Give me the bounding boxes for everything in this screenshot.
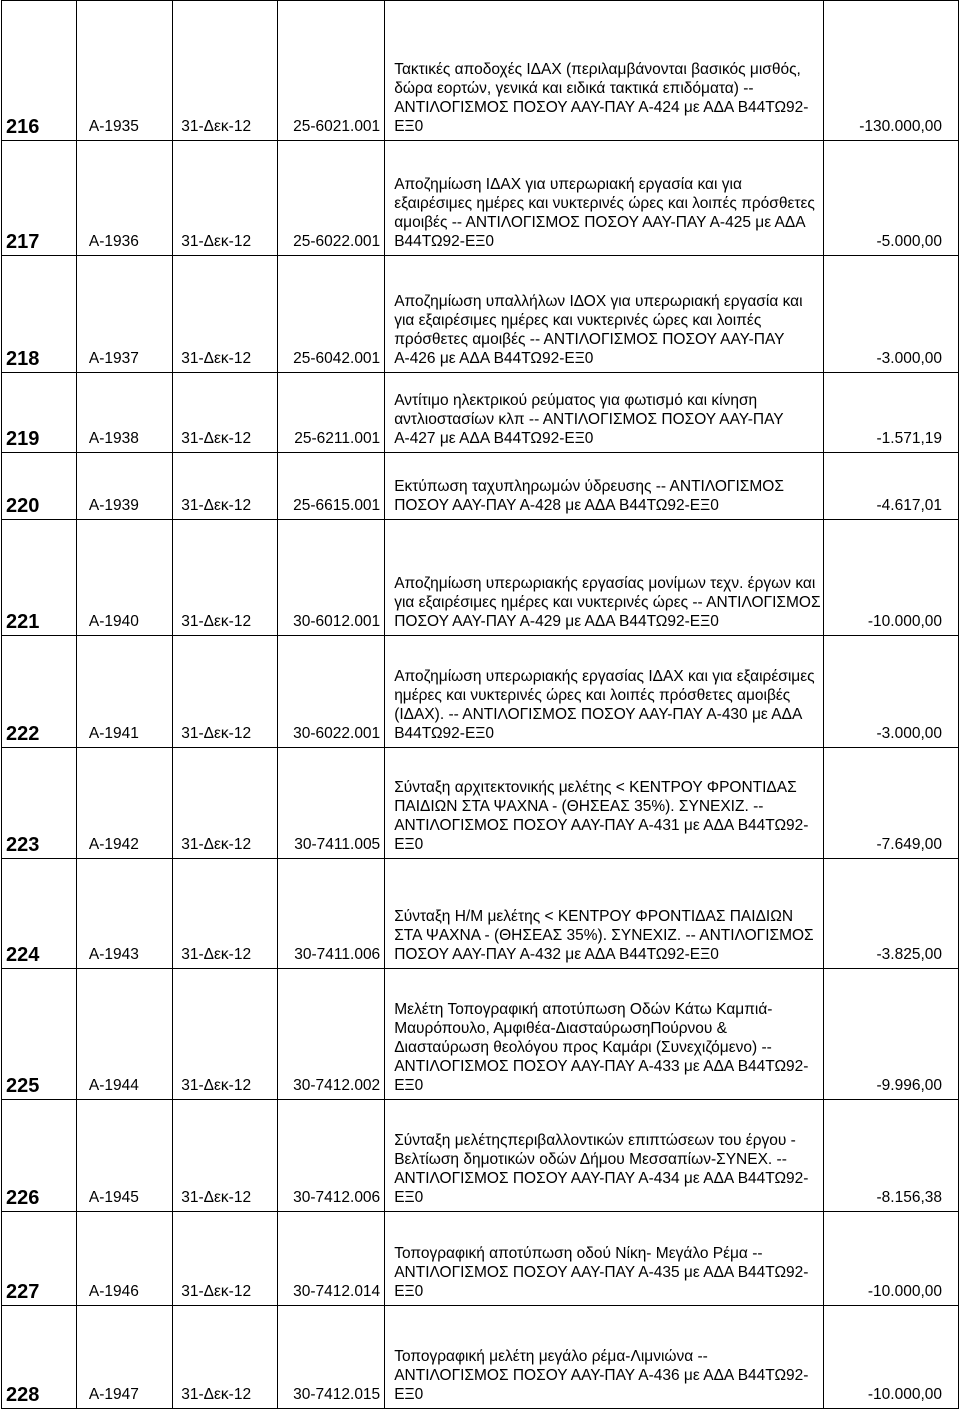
voucher-number: Α-1944 [76, 969, 172, 1100]
entry-date: 31-Δεκ-12 [173, 969, 278, 1100]
table-row [2, 141, 959, 256]
entry-date: 31-Δεκ-12 [173, 453, 278, 520]
entry-description: Τοπογραφική μελέτη μεγάλο ρέμα-Λιμνιώνα -- ΑΝΤΙΛΟΓΙΣΜΟΣ ΠΟΣΟΥ ΑΑΥ-ΠΑΥ Α-436 με ΑΔΑ Β44ΤΩ92-ΕΞ0 [385, 1306, 824, 1409]
entry-description: Εκτύπωση ταχυπληρωμών ύδρευσης -- ΑΝΤΙΛΟΓΙΣΜΟΣ ΠΟΣΟΥ ΑΑΥ-ΠΑΥ Α-428 με ΑΔΑ Β44ΤΩ92-ΕΞ0 [385, 453, 824, 520]
account-code: 25-6211.001 [278, 373, 385, 453]
entry-date: 31-Δεκ-12 [173, 748, 278, 859]
entry-date: 31-Δεκ-12 [173, 1100, 278, 1212]
entry-description: Αποζημίωση υπερωριακής εργασίας ΙΔΑΧ και για εξαιρέσιμες ημέρες και νυκτερινές ώρες και λοιπές πρόσθετες αμοιβές (ΙΔΑΧ). -- ΑΝΤΙΛΟΓΙΣΜΟΣ ΠΟΣΟΥ ΑΑΥ-ΠΑΥ Α-430 με ΑΔΑ Β44ΤΩ92-ΕΞ0 [385, 636, 824, 748]
entry-description: Αντίτιμο ηλεκτρικού ρεύματος για φωτισμό και κίνηση αντλιοστασίων κλπ -- ΑΝΤΙΛΟΓΙΣΜΟΣ ΠΟΣΟΥ ΑΑΥ-ΠΑΥ Α-427 με ΑΔΑ Β44ΤΩ92-ΕΞ0 [385, 373, 824, 453]
entry-amount: -4.617,01 [824, 453, 959, 520]
account-code: 30-7412.014 [278, 1212, 385, 1306]
table-row [2, 1, 959, 141]
account-code: 30-6022.001 [278, 636, 385, 748]
entry-date: 31-Δεκ-12 [173, 1212, 278, 1306]
entry-amount: -3.000,00 [824, 256, 959, 373]
ledger-body [2, 1, 959, 1409]
entry-amount: -3.000,00 [824, 636, 959, 748]
account-code: 30-7412.006 [278, 1100, 385, 1212]
voucher-number: Α-1941 [76, 636, 172, 748]
entry-date: 31-Δεκ-12 [173, 859, 278, 969]
table-row [2, 969, 959, 1100]
table-row [2, 636, 959, 748]
entry-number: 219 [2, 373, 77, 453]
entry-amount: -1.571,19 [824, 373, 959, 453]
entry-amount: -10.000,00 [824, 1306, 959, 1409]
table-row [2, 256, 959, 373]
entry-number: 217 [2, 141, 77, 256]
table-row [2, 1212, 959, 1306]
table-row [2, 1100, 959, 1212]
account-code: 25-6615.001 [278, 453, 385, 520]
account-code: 25-6042.001 [278, 256, 385, 373]
voucher-number: Α-1942 [76, 748, 172, 859]
account-code: 30-7412.015 [278, 1306, 385, 1409]
voucher-number: Α-1946 [76, 1212, 172, 1306]
entry-date: 31-Δεκ-12 [173, 1, 278, 141]
entry-amount: -10.000,00 [824, 520, 959, 636]
table-row [2, 520, 959, 636]
entry-description: Μελέτη Τοπογραφική αποτύπωση Οδών Κάτω Καμπιά-Μαυρόπουλο, Αμφιθέα-ΔιασταύρωσηΠούρνου & Διασταύρωση θεολόγου προς Καμάρι (Συνεχιζόμενο) -- ΑΝΤΙΛΟΓΙΣΜΟΣ ΠΟΣΟΥ ΑΑΥ-ΠΑΥ Α-433 με ΑΔΑ Β44ΤΩ92-ΕΞ0 [385, 969, 824, 1100]
entry-number: 216 [2, 1, 77, 141]
entry-description: Αποζημίωση υπαλλήλων ΙΔΟΧ για υπερωριακή εργασία και για εξαιρέσιμες ημέρες και νυκτερινές ώρες και λοιπές πρόσθετες αμοιβές -- ΑΝΤΙΛΟΓΙΣΜΟΣ ΠΟΣΟΥ ΑΑΥ-ΠΑΥ Α-426 με ΑΔΑ Β44ΤΩ92-ΕΞ0 [385, 256, 824, 373]
voucher-number: Α-1945 [76, 1100, 172, 1212]
entry-number: 224 [2, 859, 77, 969]
entry-number: 228 [2, 1306, 77, 1409]
account-code: 25-6022.001 [278, 141, 385, 256]
entry-number: 220 [2, 453, 77, 520]
account-code: 30-7412.002 [278, 969, 385, 1100]
account-code: 30-7411.006 [278, 859, 385, 969]
voucher-number: Α-1935 [76, 1, 172, 141]
voucher-number: Α-1936 [76, 141, 172, 256]
voucher-number: Α-1940 [76, 520, 172, 636]
table-row [2, 748, 959, 859]
account-code: 30-7411.005 [278, 748, 385, 859]
entry-number: 221 [2, 520, 77, 636]
entry-description: Αποζημίωση υπερωριακής εργασίας μονίμων τεχν. έργων και για εξαιρέσιμες ημέρες και νυκτερινές ώρες -- ΑΝΤΙΛΟΓΙΣΜΟΣ ΠΟΣΟΥ ΑΑΥ-ΠΑΥ Α-429 με ΑΔΑ Β44ΤΩ92-ΕΞ0 [385, 520, 824, 636]
entry-number: 222 [2, 636, 77, 748]
voucher-number: Α-1943 [76, 859, 172, 969]
voucher-number: Α-1939 [76, 453, 172, 520]
entry-amount: -130.000,00 [824, 1, 959, 141]
entry-amount: -8.156,38 [824, 1100, 959, 1212]
entry-amount: -10.000,00 [824, 1212, 959, 1306]
entry-date: 31-Δεκ-12 [173, 636, 278, 748]
entry-date: 31-Δεκ-12 [173, 1306, 278, 1409]
entry-number: 227 [2, 1212, 77, 1306]
voucher-number: Α-1938 [76, 373, 172, 453]
voucher-number: Α-1937 [76, 256, 172, 373]
account-code: 30-6012.001 [278, 520, 385, 636]
entry-description: Αποζημίωση ΙΔΑΧ για υπερωριακή εργασία και για εξαιρέσιμες ημέρες και νυκτερινές ώρες και λοιπές πρόσθετες αμοιβές -- ΑΝΤΙΛΟΓΙΣΜΟΣ ΠΟΣΟΥ ΑΑΥ-ΠΑΥ Α-425 με ΑΔΑ Β44ΤΩ92-ΕΞ0 [385, 141, 824, 256]
ledger-table [1, 0, 959, 1409]
entry-description: Τακτικές αποδοχές ΙΔΑΧ (περιλαμβάνονται βασικός μισθός, δώρα εορτών, γενικά και ειδικά τακτικά επιδόματα) -- ΑΝΤΙΛΟΓΙΣΜΟΣ ΠΟΣΟΥ ΑΑΥ-ΠΑΥ Α-424 με ΑΔΑ Β44ΤΩ92-ΕΞ0 [385, 1, 824, 141]
entry-description: Τοπογραφική αποτύπωση οδού Νίκη- Μεγάλο Ρέμα -- ΑΝΤΙΛΟΓΙΣΜΟΣ ΠΟΣΟΥ ΑΑΥ-ΠΑΥ Α-435 με ΑΔΑ Β44ΤΩ92-ΕΞ0 [385, 1212, 824, 1306]
entry-date: 31-Δεκ-12 [173, 141, 278, 256]
voucher-number: Α-1947 [76, 1306, 172, 1409]
entry-description: Σύνταξη μελέτηςπεριβαλλοντικών επιπτώσεων του έργου - Βελτίωση δημοτικών οδών Δήμου Μεσσαπίων-ΣΥΝΕΧ. -- ΑΝΤΙΛΟΓΙΣΜΟΣ ΠΟΣΟΥ ΑΑΥ-ΠΑΥ Α-434 με ΑΔΑ Β44ΤΩ92-ΕΞ0 [385, 1100, 824, 1212]
entry-number: 218 [2, 256, 77, 373]
account-code: 25-6021.001 [278, 1, 385, 141]
entry-amount: -5.000,00 [824, 141, 959, 256]
entry-date: 31-Δεκ-12 [173, 520, 278, 636]
entry-amount: -3.825,00 [824, 859, 959, 969]
entry-date: 31-Δεκ-12 [173, 373, 278, 453]
entry-number: 226 [2, 1100, 77, 1212]
entry-date: 31-Δεκ-12 [173, 256, 278, 373]
table-row [2, 373, 959, 453]
entry-number: 225 [2, 969, 77, 1100]
table-row [2, 1306, 959, 1409]
entry-description: Σύνταξη αρχιτεκτονικής μελέτης < ΚΕΝΤΡΟΥ ΦΡΟΝΤΙΔΑΣ ΠΑΙΔΙΩΝ ΣΤΑ ΨΑΧΝΑ - (ΘΗΣΕΑΣ 35%). ΣΥΝΕΧΙΖ. -- ΑΝΤΙΛΟΓΙΣΜΟΣ ΠΟΣΟΥ ΑΑΥ-ΠΑΥ Α-431 με ΑΔΑ Β44ΤΩ92-ΕΞ0 [385, 748, 824, 859]
entry-amount: -7.649,00 [824, 748, 959, 859]
entry-description: Σύνταξη Η/Μ μελέτης < ΚΕΝΤΡΟΥ ΦΡΟΝΤΙΔΑΣ ΠΑΙΔΙΩΝ ΣΤΑ ΨΑΧΝΑ - (ΘΗΣΕΑΣ 35%). ΣΥΝΕΧΙΖ. -- ΑΝΤΙΛΟΓΙΣΜΟΣ ΠΟΣΟΥ ΑΑΥ-ΠΑΥ Α-432 με ΑΔΑ Β44ΤΩ92-ΕΞ0 [385, 859, 824, 969]
entry-amount: -9.996,00 [824, 969, 959, 1100]
entry-number: 223 [2, 748, 77, 859]
table-row [2, 453, 959, 520]
table-row [2, 859, 959, 969]
